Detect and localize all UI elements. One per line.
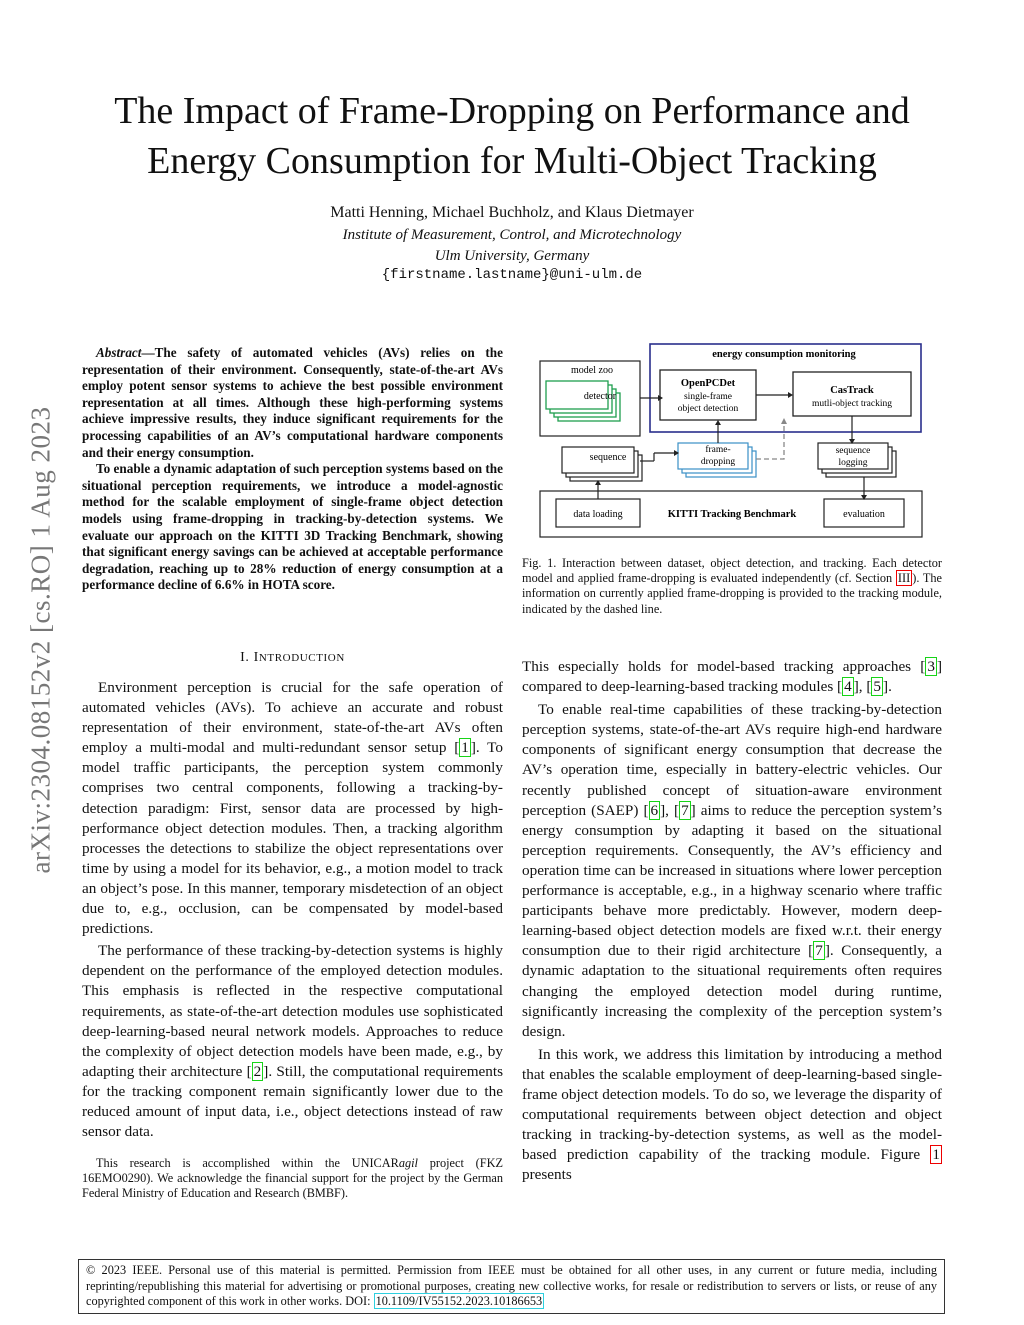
model-zoo-label: model zoo	[571, 365, 613, 376]
text: . To model traffic participants, the perception system commonly comprises two central components, following a tracking-by-detection paradigm: First, sensor data are processed by high-performance object detection modules. Then, a tracking algorithm processes the detections to stabilize the object representations over time by using a model for its behavior, e.g., a motion model to track an object’s pose. In this manner, temporary misdetection of an object due to, e.g., occlusion, can be compensated by model-based predictions.	[82, 739, 503, 938]
text: .	[888, 678, 892, 696]
text: agil	[398, 1156, 418, 1170]
text: Fig. 1. Interaction between dataset, object detection, and tracking. Each detector model and applied frame-dropping is evaluated independently (cf. Section	[522, 556, 942, 586]
intro-paragraph-1: Environment perception is crucial for the safe operation of automated vehicles (AVs). To achieve an accurate and robust representation of their environment, state-of-the-art AVs often employ a multi-modal and multi-redundant sensor setup [ 1 ]. To model traffic participants, the perception system commonly comprises two central components, following a tracking-by-detection paradigm: First, sensor data are processed by high-performance object detection modules. Then, a tracking algorithm processes the detections to stabilize the object representations over time by using a model for its behavior, e.g., a motion model to track an object’s pose. In this manner, temporary misdetection of an object due to, e.g., occlusion, can be compensated by model-based predictions.	[82, 679, 503, 938]
author-email: {firstname.lastname}@uni-ulm.de	[381, 267, 643, 283]
openpcdet-label: OpenPCDet	[680, 378, 736, 389]
citation-link[interactable]: 4	[844, 678, 852, 696]
arxiv-stamp-text: arXiv:2304.08152v2 [cs.RO] 1 Aug 2023	[25, 406, 56, 874]
evaluation-label: evaluation	[843, 509, 885, 520]
affiliation-line-2: Ulm University, Germany	[434, 248, 590, 264]
arrow-head	[788, 392, 793, 398]
right-paragraph-0: This especially holds for model-based tracking approaches [ 3 ] compared to deep-learning-based tracking modules [ 4 ], [ 5 ].	[522, 658, 942, 696]
text: In this work, we address this limitation by introducing a method that enables the scalable employment of deep-learning-based single-frame object detection models. To do so, we leverage the disparity of computational requirements between object detection and object tracking in tracking-by-detection systems, as well as the model-based prediction capability of the tracking module. Figure	[522, 1045, 942, 1164]
footnote	[82, 1156, 503, 1201]
abstract-paragraph-1	[82, 345, 503, 461]
copyright-notice	[78, 1259, 945, 1314]
figure-1-caption	[522, 556, 942, 617]
frame-dropping-label-2: dropping	[700, 457, 736, 467]
citation-link[interactable]: 7	[681, 801, 689, 819]
text: . Still, the computational requirements for the tracking component remain significantly lower due to the reduced amount of input data, i.e., object detections instead of raw sensor data.	[82, 1062, 504, 1141]
abstract-paragraph-2: To enable a dynamic adaptation of such perception systems based on the situational perception requirements, we introduce a model-agnostic method for the scalable employment of single-frame object detection models using frame-dropping in tracking-by-detection systems. We evaluate our approach on the KITTI 3D Tracking Benchmark, showing that significant energy savings can be achieved at acceptable performance degradation, reaching up to 28% reduction of energy consumption at a performance decline of 6.6% in HOTA score.	[82, 461, 503, 593]
text: To enable real-time capabilities of these tracking-by-detection perception systems, state-of-the-art AVs require high-end hardware components of significant energy consumption that decrease the AV’s operation time, especially in battery-electric vehicles. Our recently published concept of situation-aware environment perception (SAEP)	[522, 701, 942, 819]
text: project (FKZ 16EMO0290). We acknowledge the financial support for the project by the German Federal Ministry of Education and Research (BMBF).	[82, 1156, 503, 1200]
citation-link[interactable]: 1	[461, 739, 469, 757]
citation-link[interactable]: 3	[927, 658, 935, 675]
seq-logging-label-1: sequence	[835, 446, 871, 456]
paper-title	[40, 86, 984, 186]
abstract	[82, 345, 503, 594]
openpcdet-sub-2: object detection	[677, 404, 739, 414]
doi-link[interactable]: 10.1109/IV55152.2023.10186653	[375, 1294, 543, 1308]
text: This especially holds for model-based tracking approaches	[522, 658, 921, 675]
text: . Consequently, a dynamic adaptation to the situational requirements often requires changing the employed detection model during runtime, significantly increasing the complexity of the perception system’s design.	[522, 942, 943, 1040]
text: This research is accomplished within the UNICAR	[96, 1156, 399, 1170]
affiliation	[40, 225, 984, 267]
citation-link[interactable]: 6	[650, 801, 659, 819]
right-body-text	[522, 657, 942, 1185]
figure-link[interactable]: 1	[932, 1146, 940, 1164]
text: ,	[858, 678, 867, 696]
authors: Matti Henning, Michael Buchholz, and Klaus Dietmayer	[330, 204, 694, 221]
data-loading-label: data loading	[573, 509, 623, 520]
energy-monitoring-label: energy consumption monitoring	[712, 349, 856, 360]
text: compared to deep-learning-based tracking modules	[522, 678, 838, 696]
footnote-text	[82, 1156, 503, 1201]
text: aims to reduce the perception system’s energy consumption by adapting it based on the situational perception requirements. Consequently, the AV’s efficiency and operation time can be increased in situations where lower perception performance is acceptable, e.g., in a highway scenario where traffic participants behave more predictably. However, modern deep-learning-based object detection models are fixed w.r.t. their energy consumption due to their rigid architecture	[522, 801, 942, 960]
affiliation-line-1: Institute of Measurement, Control, and Microtechnology	[342, 227, 682, 243]
text: © 2023 IEEE. Personal use of this material is permitted. Permission from IEEE must be obtained for all other uses, in any current or future media, including reprinting/republishing this material for advertising or promotional purposes, creating new collective works, for resale or redistribution to servers or lists, or reuse of any copyrighted component of this work in other works. DOI:	[86, 1263, 937, 1308]
detector-label: detector	[583, 391, 617, 402]
text: presents	[522, 1166, 572, 1184]
title-line-1: The Impact of Frame-Dropping on Performance and	[114, 90, 910, 132]
dashed-frame-info-line	[756, 421, 784, 459]
arrow-head	[781, 418, 787, 424]
figure-1-diagram	[536, 343, 926, 543]
section-link[interactable]: III	[897, 571, 911, 586]
abstract-text-1: —The safety of automated vehicles (AVs) relies on the representation of their environment. Consequently, state-of-the-art AVs employ potent sensor systems to achieve the best possible environment representation at all times. Although these high-performing systems achieve impressive results, they induce significant requirements for the processing capabilities of an AV’s computational hardware components and their energy consumption.	[82, 345, 503, 460]
text: The performance of these tracking-by-detection systems is highly dependent on the performance of the employed detection modules. This emphasis is reflected in the respective computational requirements, as state-of-the-art detection modules use sophisticated deep-learning-based neural network models. Approaches to reduce the complexity of object detection models have been made, e.g., by adapting their architecture	[82, 942, 503, 1080]
right-paragraph-1: To enable real-time capabilities of these tracking-by-detection perception systems, state-of-the-art AVs require high-end hardware components of significant energy consumption that decrease the AV’s operation time, especially in battery-electric vehicles. Our recently published concept of situation-aware environment perception (SAEP) [ 6 ], [ 7 ] aims to reduce the perception system’s energy consumption by adapting it based on the situational perception requirements. Consequently, the AV’s efficiency and operation time can be increased in situations where lower perception performance is acceptable, e.g., in a highway scenario where traffic participants behave more predictably. However, modern deep-learning-based object detection models are fixed w.r.t. their energy consumption due to their rigid architecture [ 7 ]. Consequently, a dynamic adaptation to the situational requirements often requires changing the employed detection model during runtime, significantly increasing the complexity of the perception system’s design.	[522, 701, 943, 1040]
text: ). The information on currently applied frame-dropping is provided to the tracking module, indicated by the dashed line.	[522, 571, 943, 616]
sequence-label: sequence	[589, 452, 627, 463]
citation-link[interactable]: 7	[815, 942, 823, 960]
text: Environment perception is crucial for the safe operation of automated vehicles (AVs). To achieve an accurate and robust representation of their environment, state-of-the-art AVs often employ a multi-modal and multi-redundant sensor setup	[82, 679, 503, 757]
castrack-label: CasTrack	[830, 385, 874, 396]
arxiv-stamp	[20, 350, 62, 930]
section-number: I.	[240, 650, 254, 665]
section-rest-smallcaps: NTRODUCTION	[258, 652, 345, 664]
intro-paragraph-2: The performance of these tracking-by-detection systems is highly dependent on the performance of the employed detection modules. This emphasis is reflected in the respective computational requirements, as state-of-the-art detection modules use sophisticated deep-learning-based neural network models. Approaches to reduce the complexity of object detection models have been made, e.g., by adapting their architecture [ 2 ]. Still, the computational requirements for the tracking component remain significantly lower due to the reduced amount of input data, i.e., object detections instead of raw sensor data.	[82, 942, 504, 1141]
castrack-sub: mutli-object tracking	[812, 399, 892, 409]
title-line-2: Energy Consumption for Multi-Object Tracking	[147, 140, 877, 182]
seq-logging-label-2: logging	[838, 458, 868, 468]
benchmark-label: KITTI Tracking Benchmark	[667, 509, 797, 520]
section-heading-introduction	[82, 650, 503, 666]
abstract-label: Abstract	[96, 345, 142, 360]
frame-dropping-label-1: frame-	[705, 445, 731, 455]
openpcdet-sub-1: single-frame	[683, 392, 733, 402]
section-first-letter: I	[253, 650, 259, 665]
left-body-text	[82, 678, 503, 1142]
citation-link[interactable]: 5	[873, 678, 881, 696]
citation-link[interactable]: 2	[253, 1062, 262, 1080]
arrow-head	[715, 420, 721, 425]
right-paragraph-2	[522, 1045, 942, 1186]
